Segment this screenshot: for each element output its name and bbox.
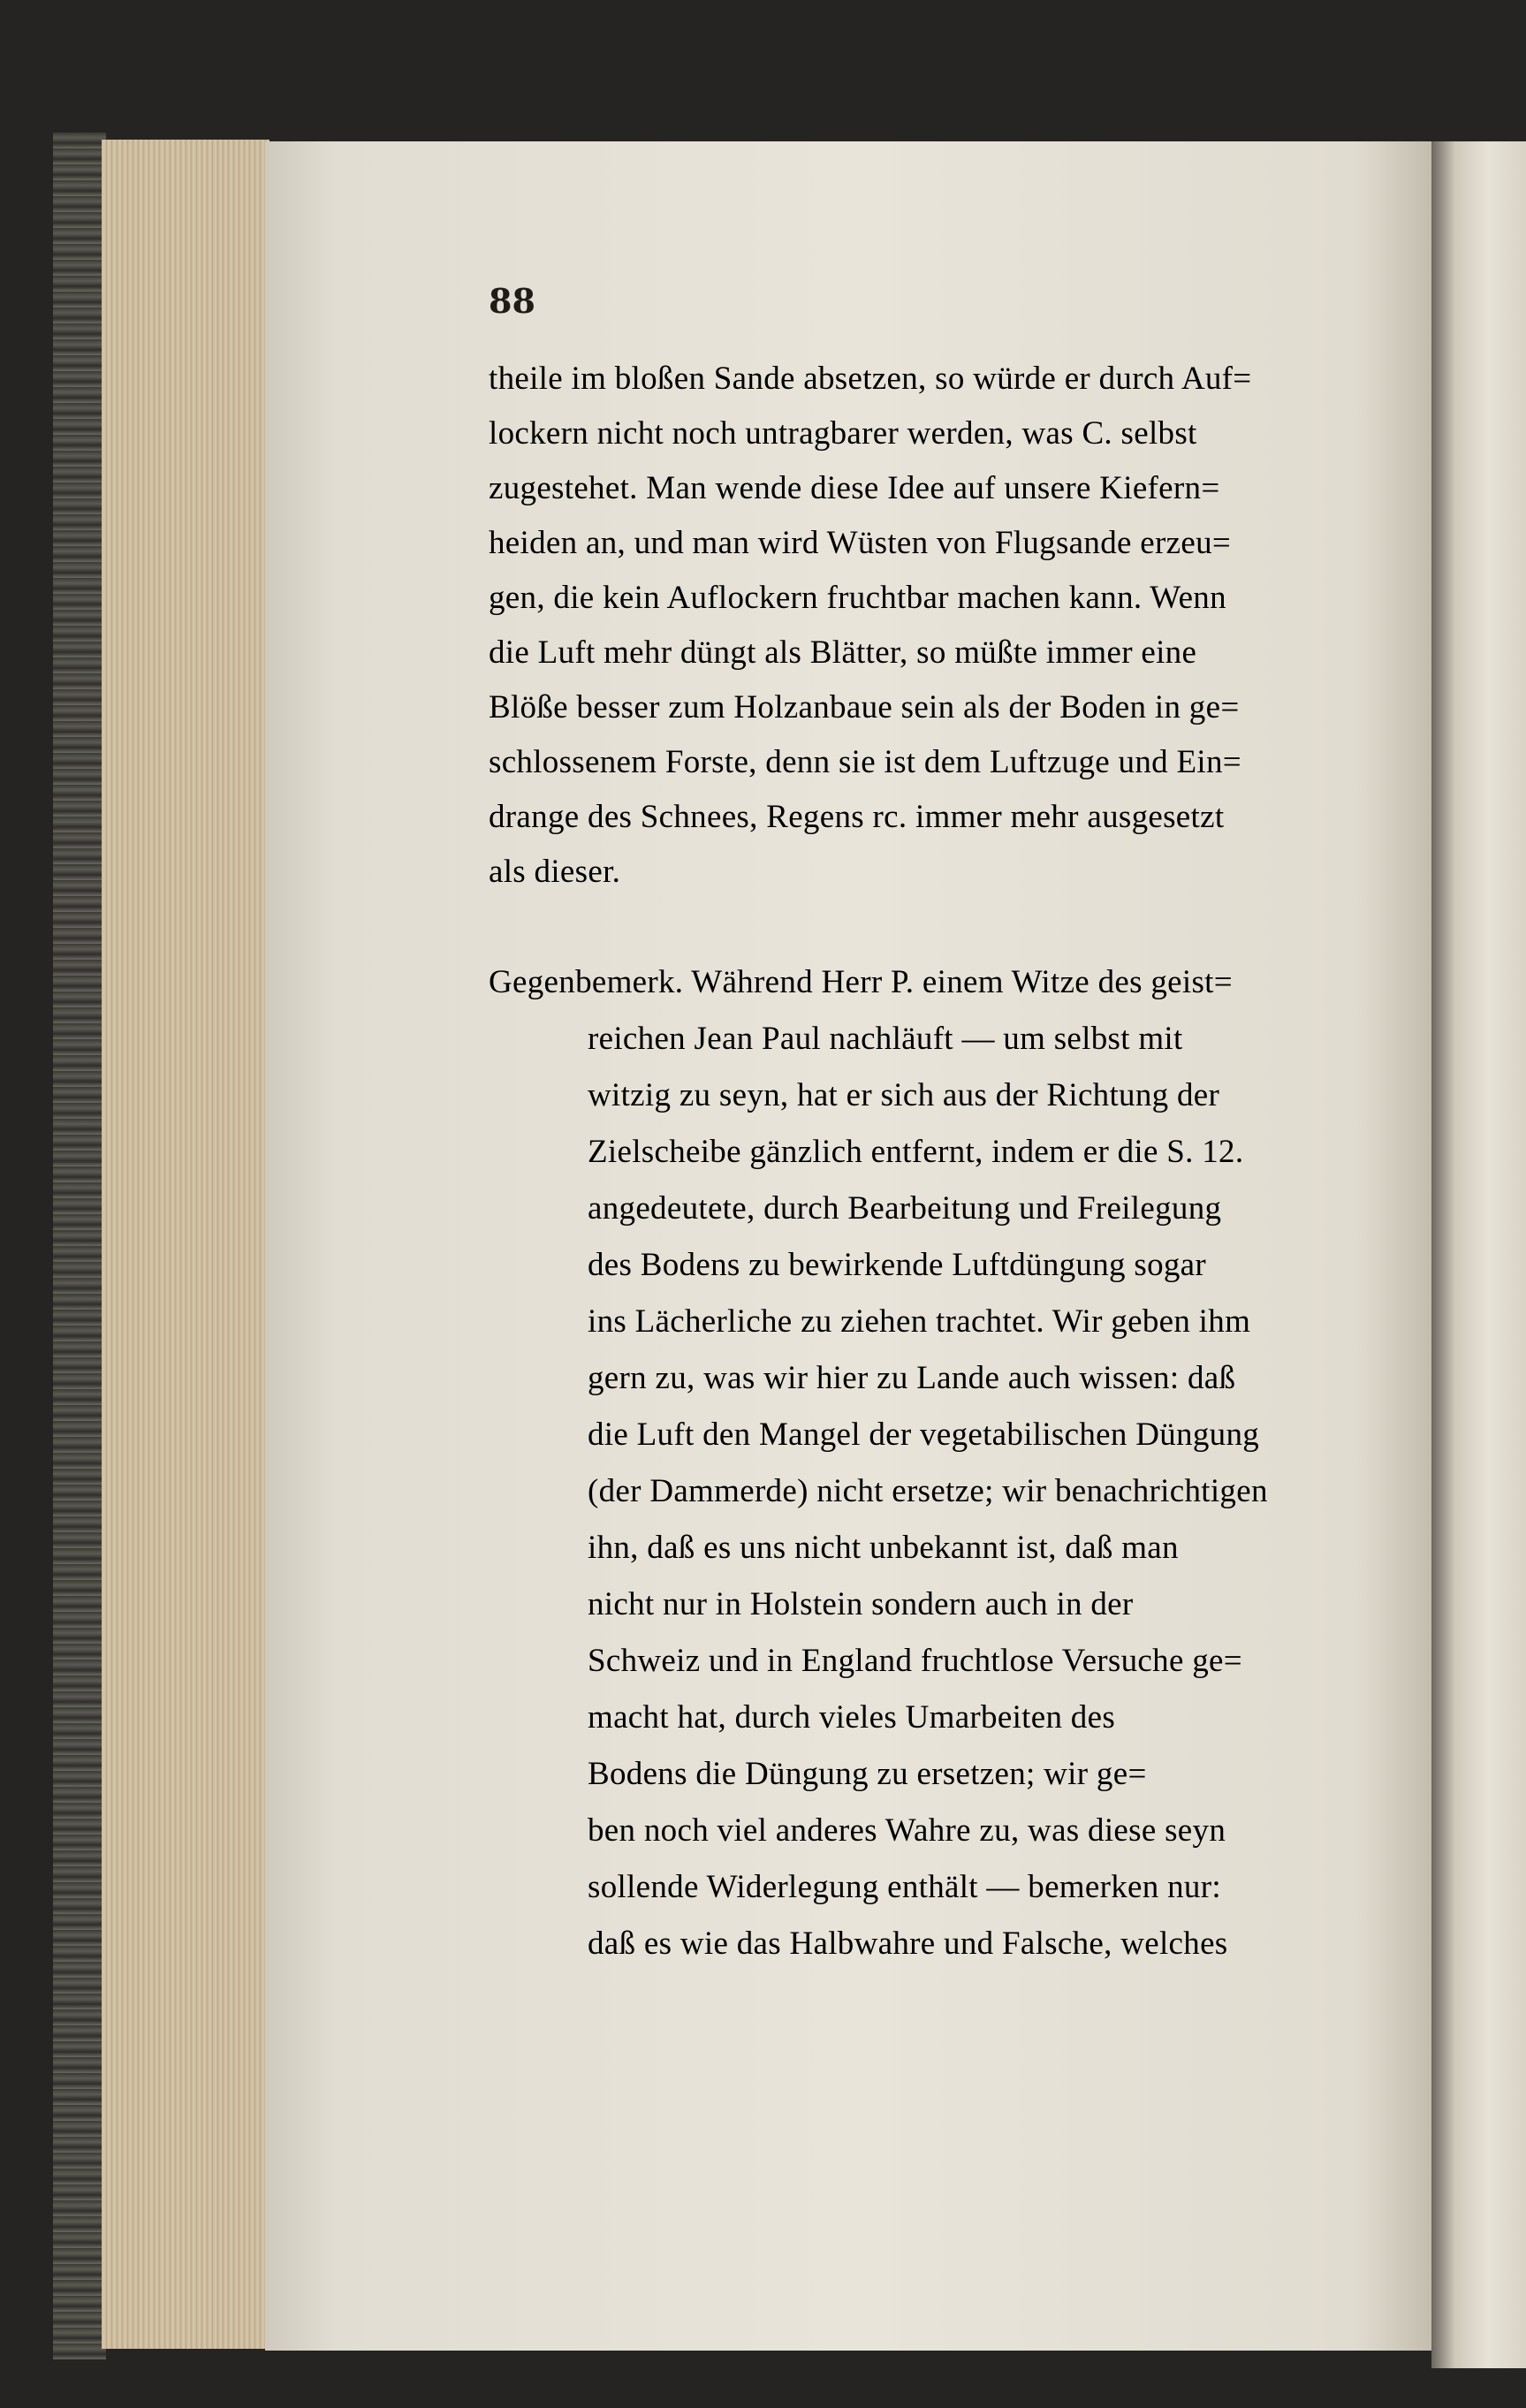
- text-line: theile im bloßen Sande absetzen, so würde er durch Auf=: [489, 361, 1252, 397]
- text-line: drange des Schnees, Regens rc. immer mehr ausgesetzt: [489, 799, 1225, 835]
- text-line: schlossenem Forste, denn sie ist dem Luftzuge und Ein=: [489, 744, 1241, 780]
- text-line: reichen Jean Paul nachläuft — um selbst mit: [588, 1021, 1183, 1057]
- text-line: angedeutete, durch Bearbeitung und Freilegung: [588, 1190, 1222, 1227]
- text-line: gen, die kein Auflockern fruchtbar machen kann. Wenn: [489, 580, 1226, 616]
- text-line: lockern nicht noch untragbarer werden, was C. selbst: [489, 415, 1197, 452]
- text-line: sollende Widerlegung enthält — bemerken nur:: [588, 1869, 1221, 1905]
- page-number: 88: [489, 281, 535, 321]
- text-line: die Luft mehr düngt als Blätter, so müßte immer eine: [489, 634, 1197, 671]
- text-line: die Luft den Mangel der vegetabilischen Düngung: [588, 1417, 1260, 1453]
- text-line: Blöße besser zum Holzanbaue sein als der Boden in ge=: [489, 689, 1240, 725]
- text-line: witzig zu seyn, hat er sich aus der Richtung der: [588, 1077, 1220, 1113]
- text-line: des Bodens zu bewirkende Luftdüngung sogar: [588, 1247, 1207, 1283]
- page-stack-edge: [102, 140, 270, 2349]
- text-line: gern zu, was wir hier zu Lande auch wissen: daß: [588, 1360, 1236, 1396]
- text-line: Bodens die Düngung zu ersetzen; wir ge=: [588, 1756, 1147, 1792]
- text-line: ins Lächerliche zu ziehen trachtet. Wir geben ihm: [588, 1303, 1251, 1340]
- text-line: macht hat, durch vieles Umarbeiten des: [588, 1699, 1116, 1736]
- text-line: daß es wie das Halbwahre und Falsche, welches: [588, 1926, 1228, 1962]
- text-line: Gegenbemerk. Während Herr P. einem Witze des geist=: [489, 964, 1233, 1000]
- text-line: heiden an, und man wird Wüsten von Flugsande erzeu=: [489, 525, 1232, 561]
- text-line: ihn, daß es uns nicht unbekannt ist, daß man: [588, 1530, 1179, 1566]
- text-line: nicht nur in Holstein sondern auch in der: [588, 1586, 1134, 1622]
- book-cover-edge: [53, 133, 106, 2359]
- facing-page-gutter: [1431, 141, 1526, 2368]
- text-line: ben noch viel anderes Wahre zu, was diese seyn: [588, 1812, 1226, 1849]
- text-line: (der Dammerde) nicht ersetze; wir benachrichtigen: [588, 1473, 1268, 1509]
- text-line: zugestehet. Man wende diese Idee auf unsere Kiefern=: [489, 470, 1220, 506]
- text-line: als dieser.: [489, 854, 621, 890]
- text-line: Schweiz und in England fruchtlose Versuche ge=: [588, 1643, 1242, 1679]
- text-line: Zielscheibe gänzlich entfernt, indem er die S. 12.: [588, 1134, 1244, 1170]
